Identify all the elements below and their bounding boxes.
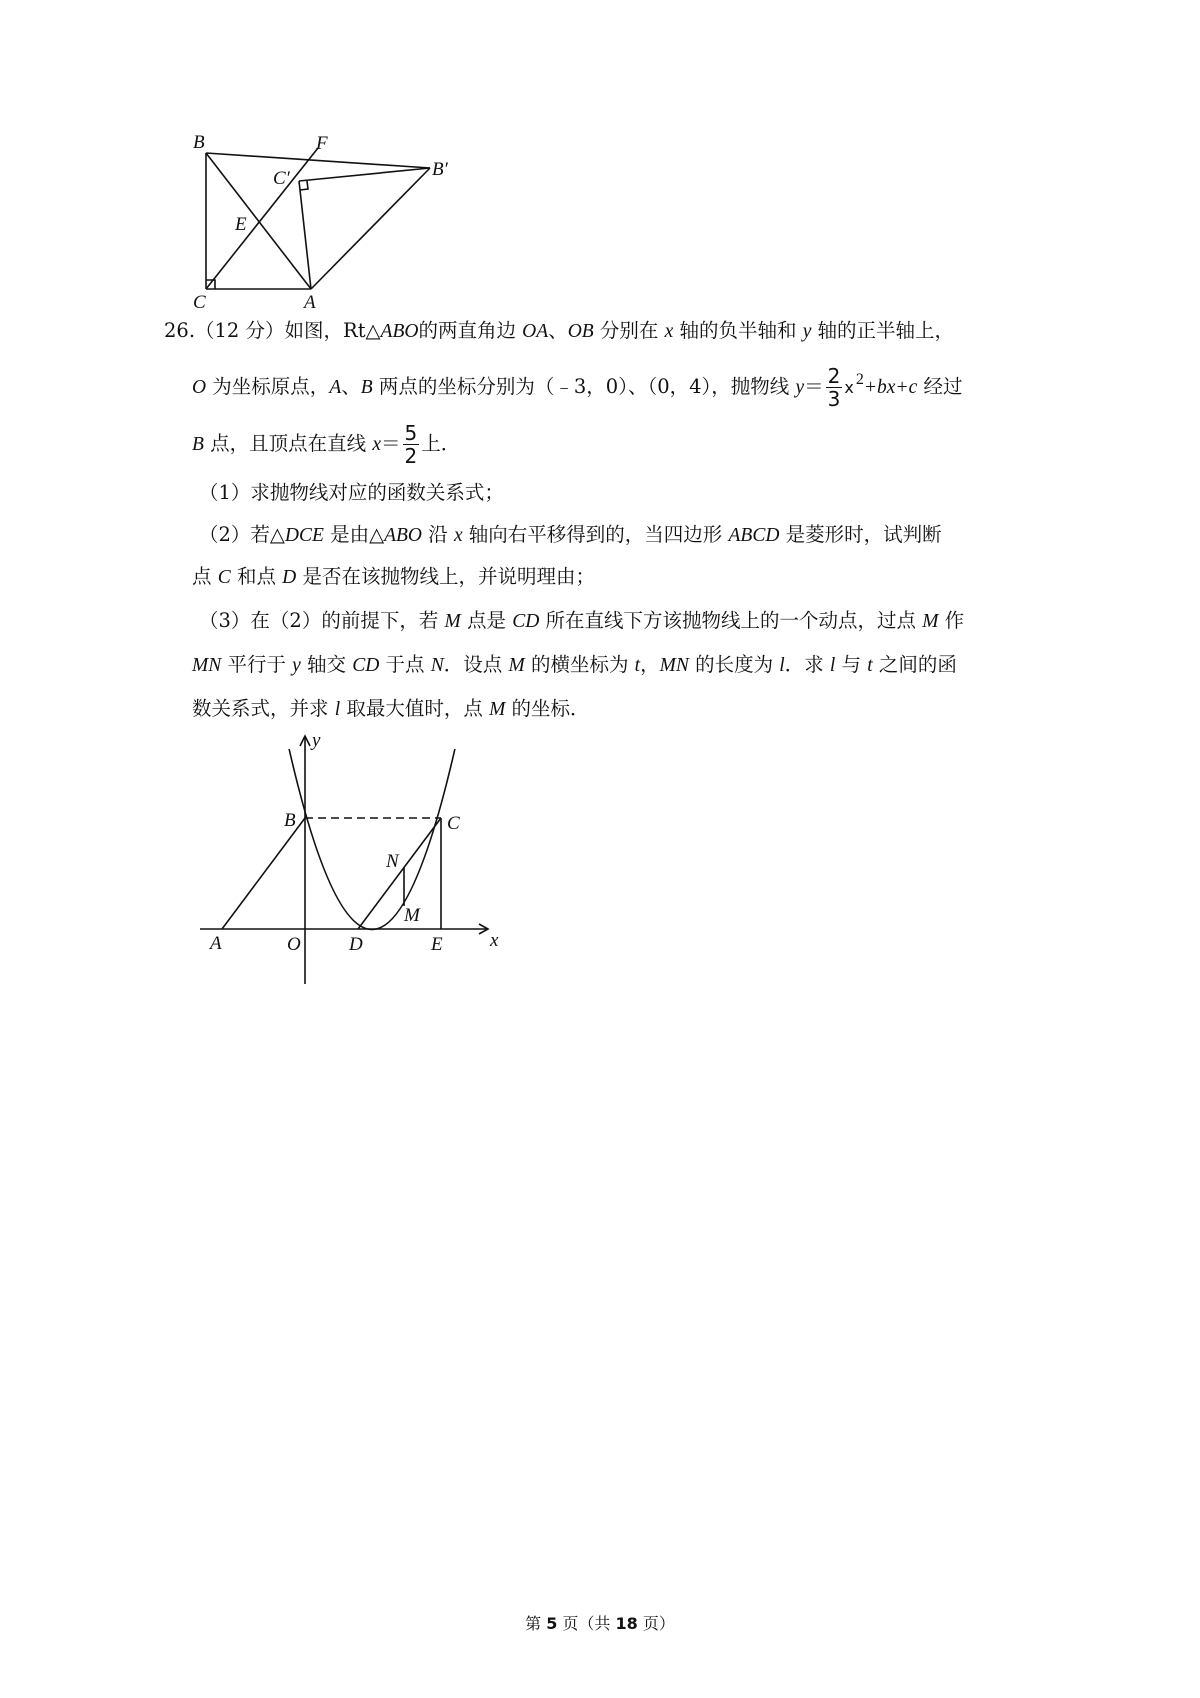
question-3-line-1: （3）在（2）的前提下，若 M 点是 CD 所在直线下方该抛物线上的一个动点，过点 M 作 (199, 609, 965, 632)
parabola-curve (289, 749, 455, 930)
right-angle-cp (300, 181, 308, 190)
segment-abp (311, 168, 430, 289)
label-x: x (490, 930, 499, 951)
page-footer: 第 5 页（共 18 页） (525, 1614, 675, 1633)
label-y: y (312, 730, 321, 751)
segment-cpbp (299, 168, 430, 181)
question-2-line-2: 点 C 和点 D 是否在该抛物线上，并说明理由； (192, 565, 595, 588)
segment-cpa (299, 181, 311, 289)
segment-cf (206, 148, 318, 289)
label-cp: C′ (273, 168, 290, 189)
segment-ab (222, 818, 305, 929)
label-bp: B′ (432, 159, 448, 180)
fraction-two-thirds: $\frac{2}{3}$ (827, 364, 841, 411)
label-n: N (386, 851, 399, 872)
question-3-line-2: MN 平行于 y 轴交 CD 于点 N．设点 M 的横坐标为 t，MN 的长度为 l．求 l 与 t 之间的函 (192, 653, 957, 676)
question-1: （1）求抛物线对应的函数关系式； (199, 481, 504, 504)
label-a: A (210, 933, 222, 954)
fraction-five-halves: $\frac{5}{2}$ (404, 421, 418, 468)
label-f: F (316, 133, 328, 154)
figure-square-rotation (190, 128, 480, 313)
figure-parabola-rhombus (190, 728, 520, 990)
label-o: O (287, 934, 301, 955)
label-m: M (404, 905, 420, 926)
page-number: 5 (546, 1614, 558, 1633)
problem-line-1: 26.（12 分）如图，Rt△ABO的两直角边 OA、OB 分别在 x 轴的负半轴和 y 轴的正半轴上， (164, 319, 955, 342)
label-b: B (284, 810, 296, 831)
label-b: B (193, 132, 205, 153)
question-3-line-3: 数关系式，并求 l 取最大值时，点 M 的坐标． (192, 697, 590, 720)
page-total: 18 (615, 1614, 638, 1633)
label-d: D (349, 934, 363, 955)
problem-number: 26. (164, 319, 196, 342)
label-a: A (304, 292, 316, 313)
label-c: C (447, 813, 460, 834)
segment-cd (358, 818, 441, 929)
segment-bbp (206, 153, 430, 168)
label-e: E (431, 934, 443, 955)
question-2-line-1: （2）若△DCE 是由△ABO 沿 x 轴向右平移得到的，当四边形 ABCD 是菱形时，试判断 (199, 523, 942, 546)
label-c: C (193, 292, 206, 313)
label-e: E (235, 214, 247, 235)
problem-line-2: O 为坐标原点，A、B 两点的坐标分别为（﹣3，0）、（0，4），抛物线 y＝ $\frac{2}{3}$ x $^2$+bx+c 经过 (192, 364, 963, 411)
problem-line-3: B 点，且顶点在直线 x＝ $\frac{5}{2}$ 上． (192, 421, 461, 468)
